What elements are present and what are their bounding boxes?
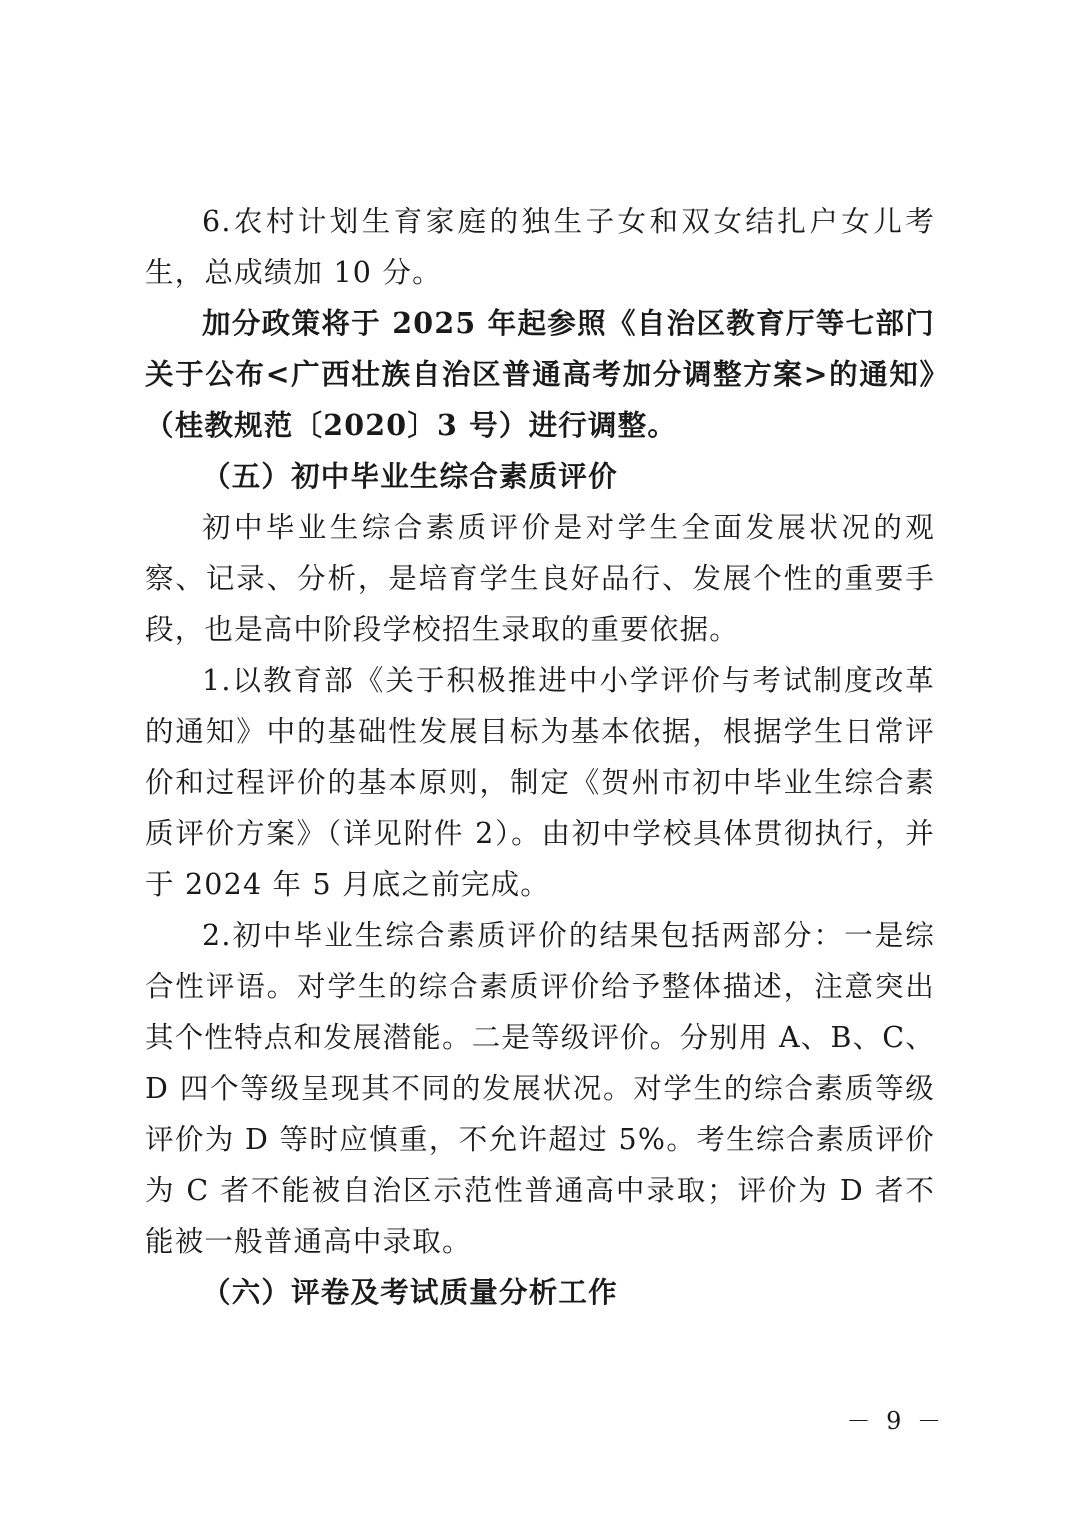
paragraph-bonus-policy-adjustment: 加分政策将于 2025 年起参照《自治区教育厅等七部门关于公布<广西壮族自治区普通高考加分调整方案>的通知》（桂教规范〔2020〕3 号）进行调整。 — [145, 306, 935, 442]
paragraph-rural-family-bonus: 6.农村计划生育家庭的独生子女和双女结扎户女儿考生，总成绩加 10 分。 — [145, 205, 935, 289]
page-number: － 9 － — [846, 1407, 945, 1435]
section-heading-grading-analysis: （六）评卷及考试质量分析工作 — [202, 1275, 618, 1309]
paragraph-evaluation-item-2: 2.初中毕业生综合素质评价的结果包括两部分：一是综合性评语。对学生的综合素质评价给予整体描述，注意突出其个性特点和发展潜能。二是等级评价。分别用 A、B、C、D 四个等级呈现其不同的发展状况。对学生的综合素质等级评价为 D 等时应慎重，不允许超过 5%。考生综合素质评价为 C 者不能被自治区示范性普通高中录取；评价为 D 者不能被一般普通高中录取。 — [145, 919, 935, 1258]
document-body — [145, 196, 935, 1318]
section-heading-comprehensive-evaluation: （五）初中毕业生综合素质评价 — [202, 459, 618, 493]
paragraph-evaluation-intro: 初中毕业生综合素质评价是对学生全面发展状况的观察、记录、分析，是培育学生良好品行、发展个性的重要手段，也是高中阶段学校招生录取的重要依据。 — [145, 511, 935, 646]
paragraph-evaluation-item-1: 1.以教育部《关于积极推进中小学评价与考试制度改革的通知》中的基础性发展目标为基本依据，根据学生日常评价和过程评价的基本原则，制定《贺州市初中毕业生综合素质评价方案》（详见附件 2）。由初中学校具体贯彻执行，并于 2024 年 5 月底之前完成。 — [145, 664, 935, 901]
